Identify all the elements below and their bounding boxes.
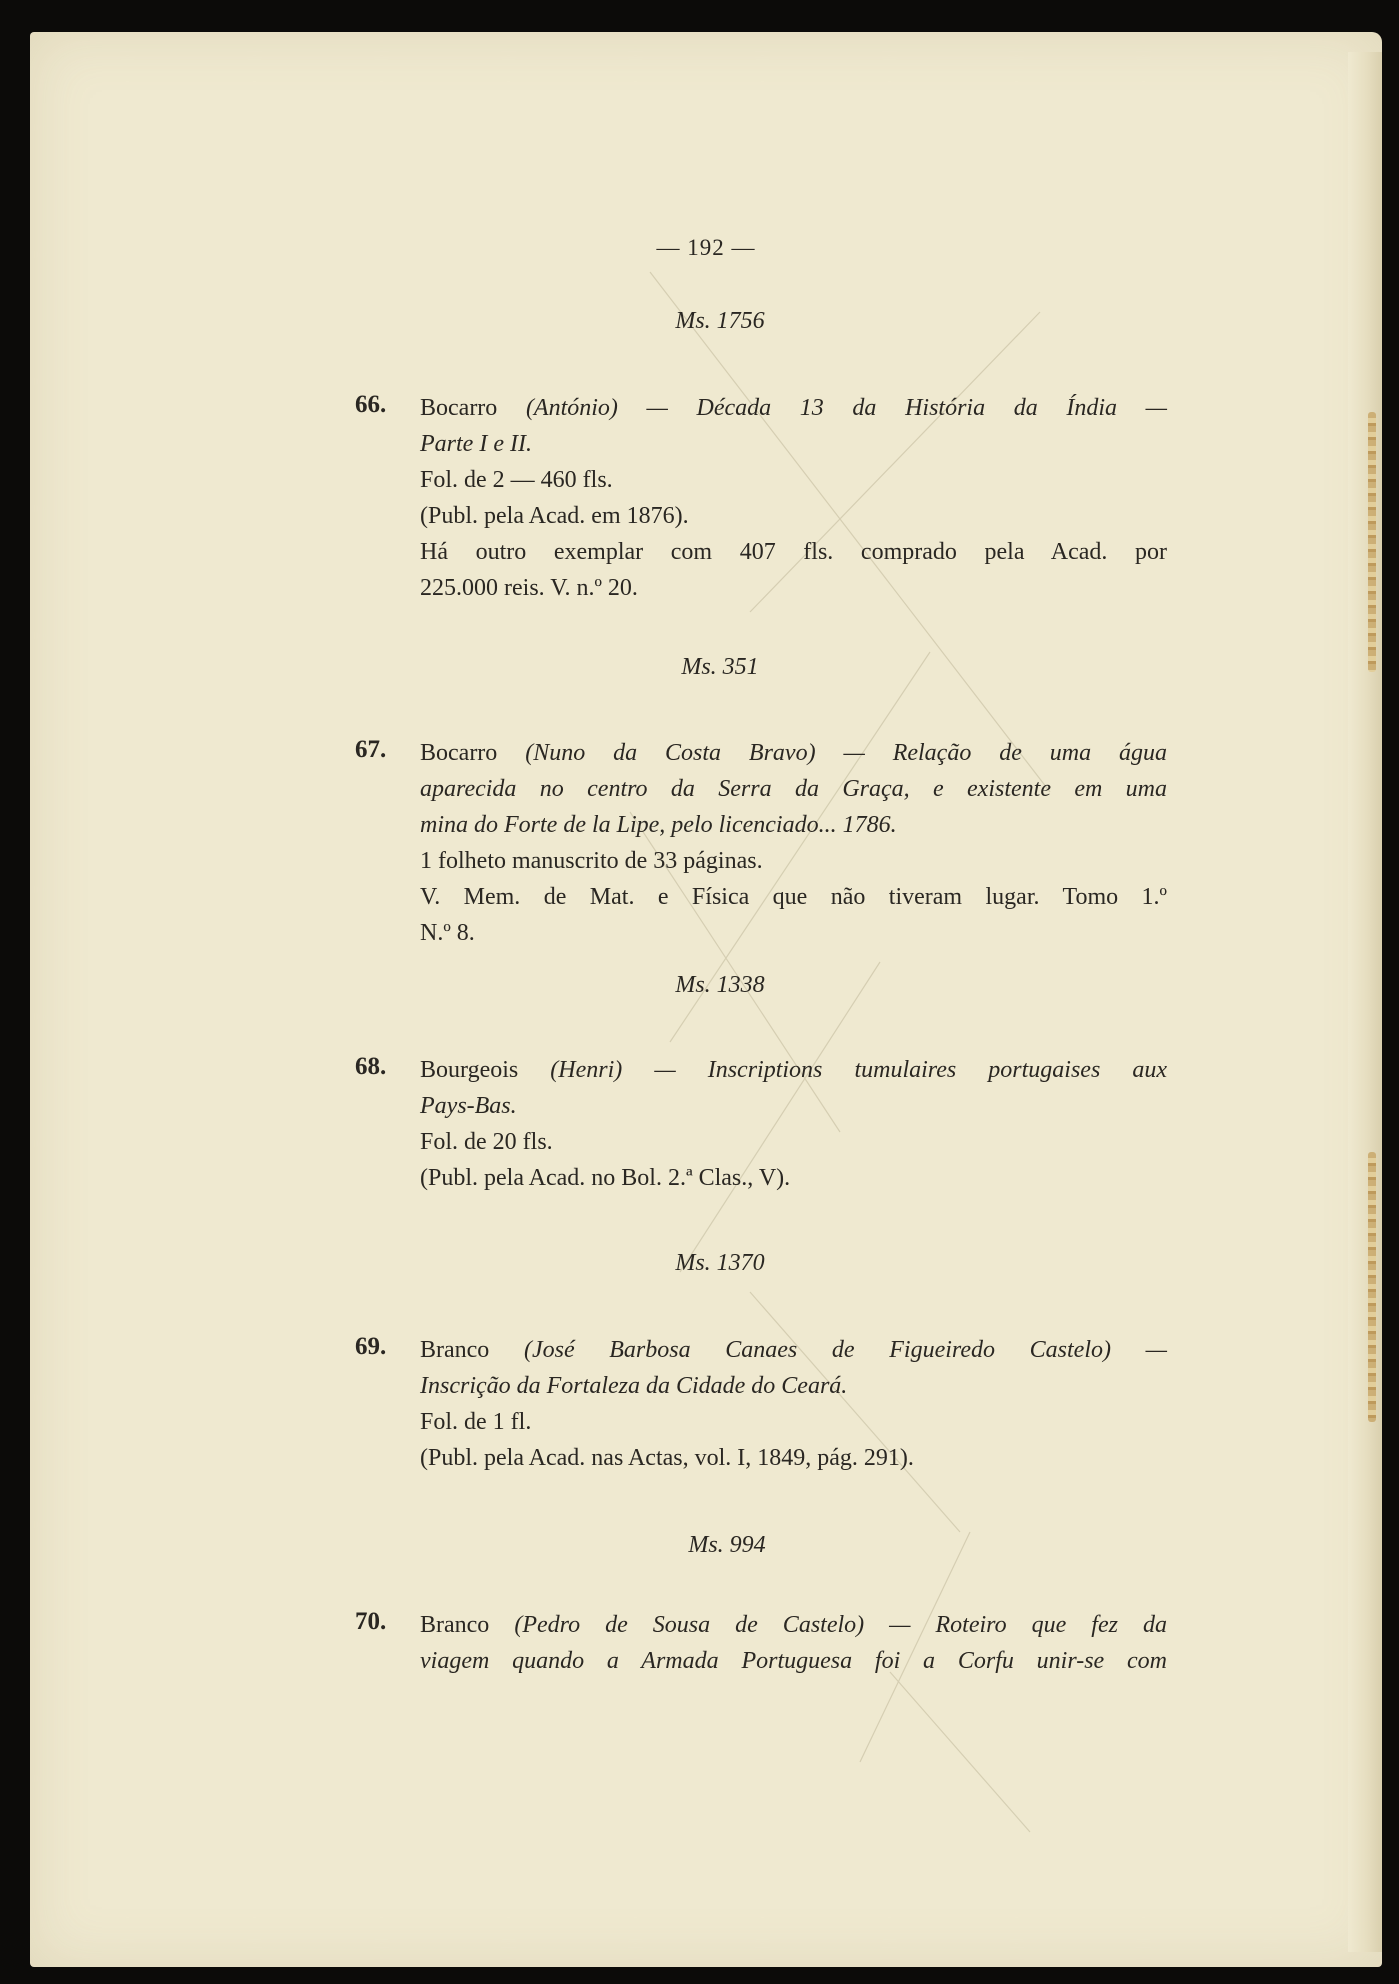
binding-mark-lower bbox=[1368, 1152, 1376, 1422]
entry-line: Bocarro (Nuno da Costa Bravo) — Relação de uma água bbox=[420, 740, 1168, 766]
entry-line: Pays-Bas. bbox=[420, 1093, 517, 1119]
entry-line: viagem quando a Armada Portuguesa foi a Corfu unir-se com bbox=[420, 1648, 1167, 1674]
entry-body bbox=[420, 735, 1167, 951]
ms-heading: Ms. 1756 bbox=[675, 308, 765, 334]
entry-line: Fol. de 1 fl. bbox=[420, 1409, 532, 1435]
ms-heading: Ms. 1338 bbox=[675, 972, 765, 998]
entry-body bbox=[420, 1052, 1167, 1196]
entry-line: (Publ. pela Acad. em 1876). bbox=[420, 503, 689, 529]
entry-line: Branco (Pedro de Sousa de Castelo) — Roteiro que fez da bbox=[420, 1612, 1167, 1638]
entry-line: Bourgeois (Henri) — Inscriptions tumulaires portugaises aux bbox=[420, 1057, 1168, 1083]
document-page bbox=[30, 32, 1382, 1967]
entry-line: Inscrição da Fortaleza da Cidade do Ceará. bbox=[420, 1373, 848, 1399]
entry-number: 69. bbox=[355, 1333, 387, 1360]
entry-line: Bocarro (António) — Década 13 da História da Índia — bbox=[420, 395, 1167, 421]
entry-line: Há outro exemplar com 407 fls. comprado pela Acad. por bbox=[420, 539, 1167, 565]
entry-line: (Publ. pela Acad. nas Actas, vol. I, 1849, pág. 291). bbox=[420, 1445, 914, 1471]
entry-line: Parte I e II. bbox=[420, 431, 532, 457]
entry-line: 225.000 reis. V. n.º 20. bbox=[420, 575, 638, 601]
entry-line: aparecida no centro da Serra da Graça, e existente em uma bbox=[420, 776, 1167, 802]
entry-line: 1 folheto manuscrito de 33 páginas. bbox=[420, 848, 763, 874]
binding-mark-upper bbox=[1368, 412, 1376, 672]
entry-line: (Publ. pela Acad. no Bol. 2.ª Clas., V). bbox=[420, 1165, 791, 1191]
entry-line: Fol. de 20 fls. bbox=[420, 1129, 553, 1155]
page-edge bbox=[1348, 52, 1382, 1952]
entry-line: N.º 8. bbox=[420, 920, 475, 946]
page-number: — 192 — bbox=[656, 235, 756, 260]
ms-heading: Ms. 1370 bbox=[675, 1250, 765, 1276]
entry-line: Fol. de 2 — 460 fls. bbox=[420, 467, 613, 493]
entry-number: 66. bbox=[355, 391, 387, 418]
entry-line: V. Mem. de Mat. e Física que não tiveram lugar. Tomo 1.º bbox=[420, 884, 1167, 910]
entry-body bbox=[420, 1332, 1167, 1476]
entry-line: mina do Forte de la Lipe, pelo licenciado... 1786. bbox=[420, 812, 897, 838]
ms-heading: Ms. 994 bbox=[688, 1532, 766, 1558]
entry-line: Branco (José Barbosa Canaes de Figueiredo Castelo) — bbox=[420, 1337, 1167, 1363]
entry-number: 68. bbox=[355, 1053, 387, 1080]
entry-body bbox=[420, 390, 1167, 606]
entry-body bbox=[420, 1607, 1167, 1679]
entry-number: 67. bbox=[355, 736, 387, 763]
ms-heading: Ms. 351 bbox=[681, 654, 759, 680]
entry-number: 70. bbox=[355, 1608, 387, 1635]
